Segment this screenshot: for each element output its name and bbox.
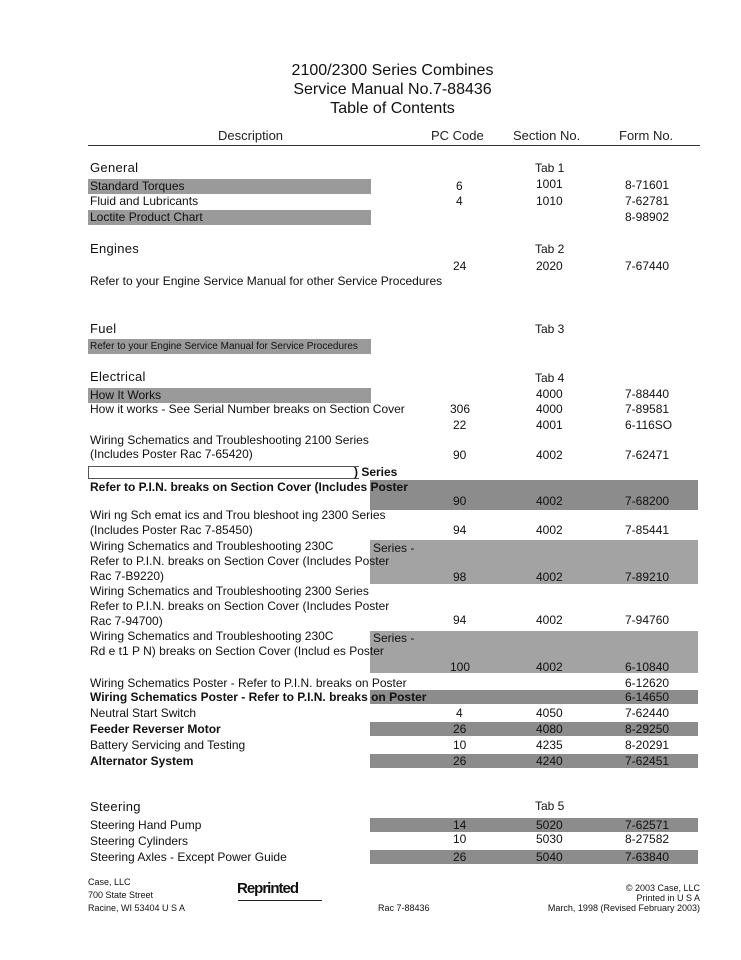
row-desc: Battery Servicing and Testing (90, 738, 246, 752)
section-heading-fuel: Fuel (90, 321, 117, 336)
row-section: 4080 (536, 722, 563, 736)
row-form: 7-62471 (625, 448, 670, 462)
footer-date: March, 1998 (Revised February 2003) (547, 903, 700, 913)
row-pc: 4 (456, 706, 463, 720)
row-section: 4240 (536, 754, 563, 768)
tab-label-fuel: Tab 3 (535, 322, 565, 336)
row-form: 6-12620 (625, 676, 670, 690)
row-desc: How it works - See Serial Number breaks on Section Cover (90, 402, 405, 416)
row-desc: Wiri ng Sch emat ics and Trou bleshoot ing 2300 Series (90, 508, 386, 522)
row-desc: ) Series (354, 465, 398, 479)
row-section: 2020 (536, 259, 563, 273)
row-section: 4235 (536, 738, 563, 752)
row-form: 7-62781 (625, 194, 670, 208)
row-form: 7-63840 (625, 850, 670, 864)
row-pc: 306 (450, 402, 471, 416)
row-desc: Alternator System (90, 754, 194, 768)
row-section: 4050 (536, 706, 563, 720)
row-form: 8-98902 (625, 210, 670, 224)
row-desc: Series - (373, 631, 415, 645)
row-form: 8-20291 (625, 738, 670, 752)
row-desc: (Includes Poster Rac 7-65420) (90, 447, 253, 461)
row-form: 7-85441 (625, 523, 670, 537)
row-desc: Standard Torques (90, 179, 185, 193)
row-form: 6-10840 (625, 660, 670, 674)
row-pc: 26 (453, 850, 467, 864)
row-form: 7-62571 (625, 818, 670, 832)
row-pc: 10 (453, 738, 467, 752)
row-desc: Fluid and Lubricants (90, 194, 199, 208)
row-desc: Wiring Schematics and Troubleshooting 230C (90, 629, 334, 643)
row-pc: 14 (453, 818, 467, 832)
footer-copyright: © 2003 Case, LLC (625, 883, 700, 893)
row-pc: 4 (456, 194, 463, 208)
row-desc: (Includes Poster Rac 7-85450) (90, 523, 253, 537)
section-heading-engines: Engines (90, 241, 140, 256)
row-desc: Loctite Product Chart (90, 210, 203, 224)
row-desc: Rac 7-B9220) (90, 569, 165, 583)
row-desc: Feeder Reverser Motor (90, 722, 221, 736)
row-section: 4002 (536, 494, 563, 508)
row-desc: Steering Cylinders (90, 834, 189, 848)
row-desc: Series - (373, 541, 415, 555)
row-desc: Steering Axles - Except Power Guide (90, 850, 287, 864)
row-form: 7-62451 (625, 754, 670, 768)
row-form: 8-27582 (625, 832, 670, 846)
row-desc: Wiring Schematics and Troubleshooting 2300 Series (90, 584, 369, 598)
header-description: Description (218, 128, 284, 143)
tab-label-engines: Tab 2 (535, 242, 565, 256)
row-form: 7-88440 (625, 387, 670, 401)
row-section: 4002 (536, 448, 563, 462)
row-form: 8-29250 (625, 722, 670, 736)
tab-label-steering: Tab 5 (535, 799, 565, 813)
row-pc: 6 (456, 179, 463, 193)
row-desc: How It Works (90, 388, 162, 402)
header-pc-code: PC Code (431, 128, 484, 143)
title-line-3: Table of Contents (330, 100, 455, 117)
row-desc: Refer to P.I.N. breaks on Section Cover (Includes Poster (90, 480, 408, 494)
row-desc: Refer to your Engine Service Manual for other Service Procedures (90, 274, 443, 288)
footer-printed: Printed in U S A (636, 893, 700, 903)
tab-label-electrical: Tab 4 (535, 371, 565, 385)
footer-rac: Rac 7-88436 (378, 903, 430, 913)
row-desc: Refer to P.I.N. breaks on Section Cover (Includes Poster (90, 554, 390, 568)
row-form: 7-67440 (625, 259, 670, 273)
row-form: 6-116SO (625, 418, 673, 432)
row-form: 7-89581 (625, 402, 670, 416)
row-form: 7-62440 (625, 706, 670, 720)
row-section: 4000 (536, 402, 563, 416)
row-pc: 26 (453, 754, 467, 768)
row-pc: 100 (450, 660, 471, 674)
empty-box (88, 466, 359, 479)
row-form: 7-89210 (625, 570, 670, 584)
reprinted-underline (238, 900, 322, 901)
row-section: 5030 (536, 832, 563, 846)
row-section: 4002 (536, 570, 563, 584)
section-heading-electrical: Electrical (90, 369, 146, 384)
title-line-1: 2100/2300 Series Combines (291, 62, 494, 79)
row-section: 4002 (536, 523, 563, 537)
row-section: 4002 (536, 660, 563, 674)
row-section: 5040 (536, 850, 563, 864)
row-desc: Wiring Schematics Poster - Refer to P.I.N. breaks on Poster (90, 690, 427, 704)
row-desc: Wiring Schematics Poster - Refer to P.I.N. breaks on Poster (90, 676, 407, 690)
row-section: 5020 (536, 818, 563, 832)
row-section: 4002 (536, 613, 563, 627)
section-heading-steering: Steering (90, 799, 141, 814)
footer-company: Case, LLC (88, 877, 131, 887)
header-form-no: Form No. (619, 128, 674, 143)
row-section: 4001 (536, 418, 563, 432)
row-desc: Steering Hand Pump (90, 818, 202, 832)
row-pc: 10 (453, 832, 467, 846)
section-heading-general: General (90, 160, 139, 175)
header-section-no: Section No. (513, 128, 581, 143)
row-desc: Neutral Start Switch (90, 706, 197, 720)
row-section: 4000 (536, 387, 563, 401)
row-pc: 94 (453, 613, 467, 627)
row-pc: 98 (453, 570, 467, 584)
row-desc: Refer to your Engine Service Manual for Service Procedures (90, 341, 358, 352)
row-form: 7-94760 (625, 613, 670, 627)
row-pc: 90 (453, 448, 467, 462)
row-section: 1010 (536, 194, 563, 208)
row-pc: 22 (453, 418, 467, 432)
row-form: 7-68200 (625, 494, 670, 508)
row-pc: 24 (453, 259, 467, 273)
row-form: 6-14650 (625, 690, 670, 704)
header-rule (88, 145, 700, 146)
row-desc: Wiring Schematics and Troubleshooting 2100 Series (90, 433, 369, 447)
row-desc: Rd e t1 P N) breaks on Section Cover (Includ es Poster (90, 644, 384, 658)
row-form: 8-71601 (625, 178, 670, 192)
row-section: 1001 (536, 177, 563, 191)
row-pc: 90 (453, 494, 467, 508)
row-desc: Refer to P.I.N. breaks on Section Cover (Includes Poster (90, 599, 390, 613)
row-pc: 26 (453, 722, 467, 736)
title-line-2: Service Manual No.7-88436 (293, 81, 492, 98)
row-pc: 94 (453, 523, 467, 537)
row-desc: Rac 7-94700) (90, 614, 163, 628)
tab-label-general: Tab 1 (535, 161, 565, 175)
row-desc: Wiring Schematics and Troubleshooting 230C (90, 539, 334, 553)
reprinted-stamp: Reprinted (237, 880, 299, 897)
footer-city: Racine, WI 53404 U S A (88, 903, 186, 913)
footer-street: 700 State Street (88, 890, 154, 900)
